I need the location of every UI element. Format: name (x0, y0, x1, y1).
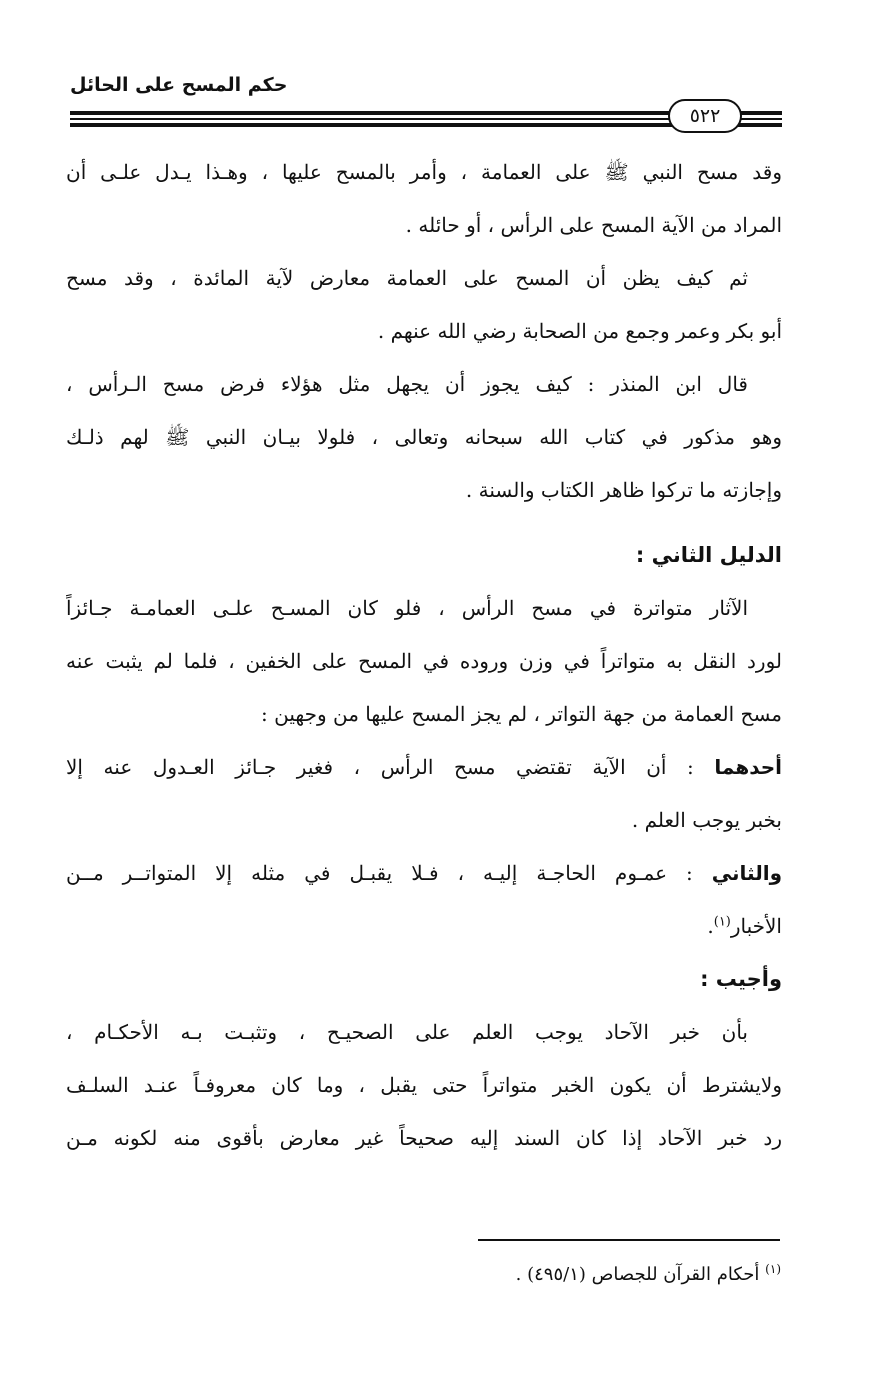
text-line: الآثار متواترة في مسح الرأس ، فلو كان المسـح علـى العمامـة جـائزاً (66, 596, 748, 620)
main-text (66, 146, 782, 1165)
line-rest: : عمـوم الحاجـة إليـه ، فـلا يقبـل في مثله إلا المتواتــر مــن (66, 861, 693, 885)
footnote-separator (478, 1239, 780, 1241)
text-line (66, 900, 782, 953)
paragraph-gap (66, 517, 782, 529)
text-line: قال ابن المنذر : كيف يجوز أن يجهل مثل هؤلاء فرض مسح الـرأس ، (66, 372, 748, 396)
text-line: مسح العمامة من جهة التواتر ، لم يجز المسح عليها من وجهين : (261, 702, 782, 726)
footnote-marker: (١) (765, 1262, 781, 1276)
running-title: حكم المسح على الحائل (70, 74, 288, 96)
lead-word: أحدهما (714, 755, 782, 779)
footnote-text: أحكام القرآن للجصاص (٤٩٥/١) . (515, 1264, 760, 1285)
text-line: المراد من الآية المسح على الرأس ، أو حائله . (405, 213, 782, 237)
line-text: الأخبار (730, 914, 782, 938)
text-line: ولايشترط أن يكون الخبر متواتراً حتى يقبل ، وما كان معروفـاً عنـد السلـف (66, 1073, 782, 1097)
text-line: لورد النقل به متواتراً في وزن وروده في المسح على الخفين ، فلما لم يثبت عنه (66, 649, 782, 673)
text-line: بأن خبر الآحاد يوجب العلم على الصحيـح ، وتثبـت بـه الأحكـام ، (66, 1020, 748, 1044)
section-heading: وأجيب : (700, 967, 782, 991)
text-line (66, 847, 782, 900)
line-end: . (707, 914, 714, 938)
lead-word: والثاني (711, 861, 782, 885)
footnote-reference[interactable]: (١) (713, 914, 731, 930)
page-number: ٥٢٢ (668, 99, 742, 133)
footnote (516, 1262, 781, 1285)
text-line: بخبر يوجب العلم . (631, 808, 782, 832)
section-heading: الدليل الثاني : (635, 543, 782, 567)
text-line: وهو مذكور في كتاب الله سبحانه وتعالى ، فلولا بيـان النبي ﷺ لهم ذلـك (66, 425, 782, 449)
line-rest: : أن الآية تقتضي مسح الرأس ، فغير جـائز العـدول عنه إلا (66, 755, 694, 779)
text-line (66, 741, 782, 794)
text-line: وقد مسح النبي ﷺ على العمامة ، وأمر بالمسح عليها ، وهـذا يـدل علـى أن (66, 160, 782, 184)
text-line: وإجازته ما تركوا ظاهر الكتاب والسنة . (465, 478, 782, 502)
text-line: رد خبر الآحاد إذا كان السند إليه صحيحاً غير معارض بأقوى منه لكونه مـن (66, 1126, 782, 1150)
text-line: أبو بكر وعمر وجمع من الصحابة رضي الله عنهم . (377, 319, 782, 343)
text-line: ثم كيف يظن أن المسح على العمامة معارض لآية المائدة ، وقد مسح (66, 266, 748, 290)
